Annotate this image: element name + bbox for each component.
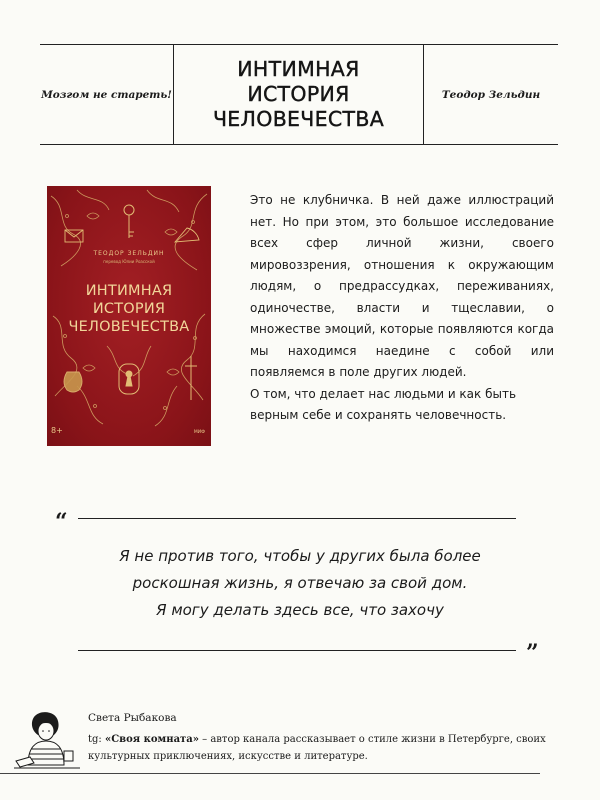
header-tagline: Мозгом не стареть! xyxy=(41,88,172,101)
cover-title xyxy=(47,282,211,336)
book-description xyxy=(250,190,554,427)
tg-prefix: tg: xyxy=(88,734,105,745)
header-right-cell xyxy=(424,45,558,144)
channel-name-link[interactable]: «Своя комната» xyxy=(104,734,199,745)
page-title-line-1: ИНТИМНАЯ xyxy=(237,57,360,81)
author-name: Света Рыбакова xyxy=(88,712,177,724)
cover-age-rating: 8+ xyxy=(51,426,63,435)
author-bio xyxy=(88,731,558,765)
header-author: Теодор Зельдин xyxy=(441,88,541,101)
open-quote-icon: “ xyxy=(55,509,68,535)
author-bio-text: – автор канала рассказывает о стиле жизни в Петербурге, своих культурных приключениях, искусстве и литературе. xyxy=(88,734,546,762)
quote-line-3: Я могу делать здесь все, что захочу xyxy=(156,601,444,619)
close-quote-icon: ” xyxy=(526,640,539,666)
quote-line-1: Я не против того, чтобы у других была более xyxy=(119,547,481,565)
quote-text xyxy=(60,543,540,624)
description-paragraph-2: О том, что делает нас людьми и как быть верным себе и сохранять человечность. xyxy=(250,386,517,422)
page-title-line-3: ЧЕЛОВЕЧЕСТВА xyxy=(212,107,385,131)
quote-line-2: роскошная жизнь, я отвечаю за свой дом. xyxy=(132,574,468,592)
header xyxy=(40,44,558,145)
header-title-cell xyxy=(174,45,424,144)
footer-divider xyxy=(0,773,540,774)
description-paragraph-1: Это не клубничка. В ней даже иллюстраций нет. Но при этом, это большое исследование всех сфер личной жизни, своего мировоззрения, отношения к окружающим людям, о предрассудках, переживаниях, одиночестве, власти и тщеславии, о множестве эмоций, которые появляются когда мы находимся наедине с собой или появляемся в поле других людей. xyxy=(250,193,554,379)
quote-top-divider xyxy=(78,518,516,519)
cover-title-line-1: ИНТИМНАЯ xyxy=(85,283,173,299)
cover-translator: перевод Юлии Роасской xyxy=(103,259,155,264)
cover-publisher: МИФ xyxy=(193,430,205,435)
cover-title-line-3: ЧЕЛОВЕЧЕСТВА xyxy=(68,319,190,335)
quote-bottom-divider xyxy=(78,650,516,651)
cover-title-line-2: ИСТОРИЯ xyxy=(92,301,166,317)
book-cover xyxy=(47,186,211,446)
header-left-cell xyxy=(40,45,174,144)
cover-author: ТЕОДОР ЗЕЛЬДИН xyxy=(93,250,165,257)
page-title-line-2: ИСТОРИЯ xyxy=(247,82,350,106)
avatar xyxy=(14,711,80,769)
